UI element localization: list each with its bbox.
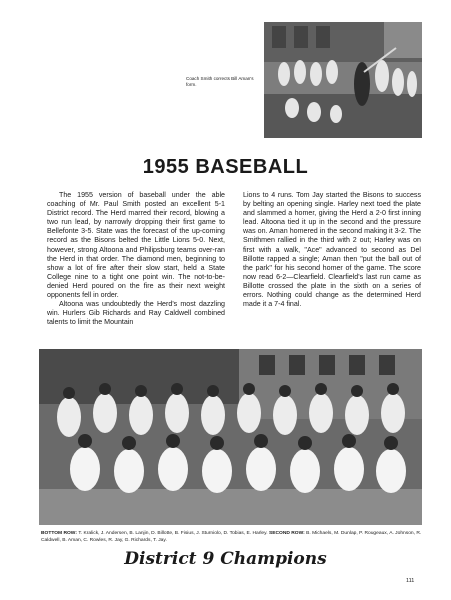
roster-label-second: SECOND ROW: (268, 531, 307, 536)
photo-caption: Coach Smith corrects Bill Aman's form. (186, 76, 254, 87)
team-roster (41, 530, 423, 544)
team-photo (39, 349, 422, 525)
article-paragraph: The 1955 version of baseball under the able coaching of Mr. Paul Smith posted an excellent 5-1 District record. The Herd marred their record, blowing a two run lead, by narrowly dropping their first game to Bellefonte 3-5. State was the forecast of the up-coming record as the Bisons belted the Little Lions 5-0. Next, however, strong Altoona and Philipsburg teams over-ran the Herd in that order. The diamond men, beginning to show a lot of fire after their slow start, held a State College nine to a tight one point win. The not-to-be-denied Herd poured on the fire as their next weight opponents fell in order. (47, 191, 225, 300)
article-column-right (243, 191, 421, 309)
article-column-left (47, 191, 225, 327)
champions-banner: District 9 Champions (124, 549, 327, 569)
coach-photo (264, 22, 422, 138)
article-paragraph: Lions to 4 runs. Tom Jay started the Bisons to success by belting an opening single. Harley next toed the plate and slammed a homer, giving the Herd a 2-0 first inning lead. Altoona tied it up in the second and the pressure was on. Aman homered in the second making it 3-2. The Smithmen rallied in the third with 2 out; Harley was on first with a walk, "Ace" advanced to second as Del Billotte rapped a single; Aman then "put the ball out of the park" for his second homer of the game. The score now read 6-2—Clearfield. Clearfield's last run came as Billotte crossed the plate in the sixth on a series of errors. Nothing could change as the determined Herd made it a 7-4 final. (243, 191, 421, 309)
roster-label-bottom: BOTTOM ROW: (41, 531, 79, 536)
team-photo-art (39, 349, 422, 525)
page-number: 111 (406, 578, 415, 584)
roster-names-bottom: T. Kralick, J. Andersen, B. Lanjin, D. Billotte, B. Fisius, J. Sturniolo, D. Tobias, E. Harley. (78, 531, 269, 536)
page-title: 1955 BASEBALL (142, 156, 309, 178)
article-paragraph: Altoona was undoubtedly the Herd's most dazzling win. Hurlers Gib Richards and Ray Caldwell combined talents to limit the Mountain (47, 300, 225, 327)
coach-photo-art (264, 22, 422, 138)
roster-names-second: B. Michaels, M. Dunlap, P. Rougeaux, A. Johnson, R. Caldwell, B. Aman, C. Rowles, R. Jay, G. Richards, T. Jay. (41, 531, 422, 543)
